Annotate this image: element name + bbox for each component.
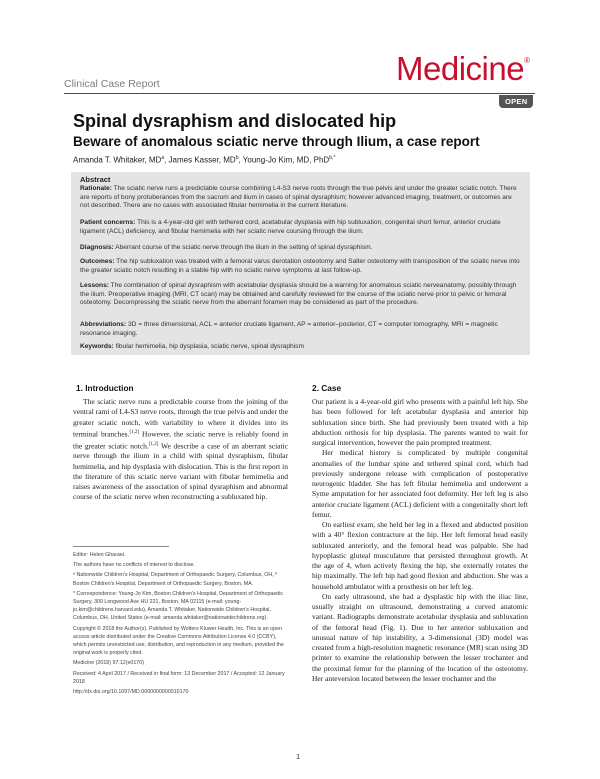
footnote-conflicts: The authors have no conflicts of interest to disclose. [73, 562, 195, 569]
diagnosis-text: Aberrant course of the sciatic nerve through the ilium in the setting of spinal dysraphism. [115, 244, 373, 251]
abstract-rationale [80, 185, 520, 211]
abstract-keywords [80, 343, 520, 352]
footnote-editor: Editor: Helen Gharaei. [73, 552, 126, 558]
case-paragraph-2: Her medical history is complicated by multiple congenital anomalies of the lumbar spine and tethered spinal cord, which had previously undergone release with complication of postoperative neurogenic bladder. She has left fibular hemimelia and underwent a Syme amputation for her associated foot deformity. Her left leg is also anterior cruciate ligament (ACL) deficient with a congenitally short left femur. [312, 448, 528, 519]
author-3-affiliation: b,* [329, 155, 336, 161]
concerns-label: Patient concerns: [80, 219, 136, 226]
case-body [312, 397, 528, 747]
section-label: Clinical Case Report [64, 78, 160, 90]
concerns-text: This is a 4-year-old girl with tethered cord, acetabular dysplasia with hip subluxation, congenital short femur, anterior cruciate ligament (ACL) deficiency, and fibular hemimelia with her sciatic nerve coursing through the ilium. [80, 219, 501, 235]
footnote-dates: Received: 4 April 2017 / Received in final form: 13 December 2017 / Accepted: 12 January 2018 [73, 670, 285, 685]
author-1-affiliation: a [161, 155, 165, 161]
footnote-rule [73, 546, 169, 547]
header-rule [64, 93, 535, 94]
page-number: 1 [296, 752, 301, 761]
abstract-patient-concerns [80, 219, 520, 236]
introduction-heading: 1. Introduction [76, 383, 134, 393]
abstract-heading: Abstract [80, 175, 111, 184]
footnote-affiliations: ᵃ Nationwide Children's Hospital, Department of Orthopaedic Surgery, Columbus, OH, ᵇ Boston Children's Hospital, Department of Orthopaedic Surgery, Boston, MA. [73, 572, 278, 587]
abstract-box [71, 172, 530, 355]
footnote-citation: Medicine (2018) 97:12(e0170) [73, 660, 144, 667]
journal-logo [396, 50, 529, 88]
author-list [73, 155, 335, 165]
intro-text-2: However, the sciatic nerve is reliably found in the greater sciatic notch. [73, 429, 288, 450]
lessons-text: The combination of spinal dysraphism with acetabular dysplasia should be a warning for anomalous sciatic nerveanatomy, possibly through the ilium. Preoperative imaging (MRI, CT scan) may be obtained and carefully reviewed for the course of the sciatic nerve prior to pelvic or femoral osteotomy. Decompressing the sciatic nerve from the aberrant foramen may be considered as part of the procedure. [80, 282, 517, 307]
footnote-copyright: Copyright © 2018 the Author(s). Published by Wolters Kluwer Health, Inc. This is an open access article distributed under the Creative Commons Attribution License 4.0 (CCBY), which permits unrestricted use, distribution, and reproduction in any medium, provided the original work is properly cited. [73, 625, 284, 657]
case-paragraph-3: On earliest exam, she held her leg in a flexed and abducted position with a 40° flexion contracture at the hip. Her left femoral head easily subluxated anteriorly, and the femoral head was palpable. She had hypoplastic gluteal musculature that persisted throughout growth. At the age of 4, when actively flexing the hip, she externally rotates the hip maximally. The left hip had good flexion and abduction. She was a household ambulator with a prosthesis on her left leg. [312, 520, 528, 591]
case-heading: 2. Case [312, 383, 342, 393]
abbreviations-label: Abbreviations: [80, 321, 127, 328]
article-subtitle: Beware of anomalous sciatic nerve through Ilium, a case report [73, 134, 480, 149]
citation-ref: [1,2] [148, 441, 159, 447]
author-1: Amanda T. Whitaker, MD [73, 155, 162, 165]
outcomes-text: The hip subluxation was treated with a femoral varus derotation osteotomy and Salter osteotomy with transposition of the sciatic nerve into the greater sciatic notch resulting in a stable hip with no sciatic nerve symptoms at last follow-up. [80, 258, 520, 274]
rationale-label: Rationale: [80, 185, 112, 192]
keywords-text: fibular hemimelia, hip dysplasia, sciatic nerve, spinal dysraphism [115, 343, 304, 350]
abstract-outcomes [80, 258, 520, 275]
case-paragraph-4: On early ultrasound, she had a dysplastic hip with the iliac line, usually straight on ultrasound, demonstrating a curved anatomic variant. Radiographs demonstrate acetabular dysplasia and subluxation of the femoral head (Fig. 1). Due to her anterior subluxation and unusual nature of hip instability, a 3-dimensional (3D) model was created from a high-resolution magnetic resonance (MR) scan using 3D printer to examine the relationship between the lesser trochanter and the proximal femur for the planning of the location of the osteotomy. Her anteversion located between the lesser trochanter and the [312, 591, 528, 683]
rationale-text: The sciatic nerve runs a predictable course combining L4-S3 nerve roots through the true pelvis and under the greater sciatic notch. There are reports of bony protuberances from the sacrum and ilium in cases of spinal dysraphism; however advanced imaging, treatment, or outcomes are not described. There are no cases with associated fibular hemimelia in the current literature. [80, 185, 517, 210]
outcomes-label: Outcomes: [80, 258, 115, 265]
intro-text-1: The sciatic nerve runs a predictable course from the joining of the ventral rami of L4-S3 nerve roots, through the true pelvis and under the greater sciatic notch, with variability to where it divides into its terminal branches. [73, 397, 288, 439]
journal-name: Medicine [396, 50, 525, 87]
abstract-diagnosis [80, 244, 520, 253]
author-2-affiliation: b [235, 155, 239, 161]
open-access-badge: OPEN [499, 95, 533, 108]
footnotes [73, 551, 289, 698]
diagnosis-label: Diagnosis: [80, 244, 114, 251]
citation-ref: [1,2] [129, 429, 140, 435]
case-paragraph-1: Our patient is a 4-year-old girl who presents with a painful left hip. She has been followed for left acetabular dysplasia and anterior hip subluxation since birth. She had previously been treated with a hip abduction orthosis for hip dysplasia. The parents wanted to wait for surgical intervention, however the pain prompted treatment. [312, 397, 528, 447]
intro-text-3: We describe a case of an aberrant sciatic nerve through the ilium in a child with spinal dysraphism, fibular hemimelia, and hip dysplasia with dislocation. This is the first report in the literature of this sciatic nerve variant with fibular hemimelia and raises awareness of the association of spinal dysraphism and abnormal course of the sciatic nerve when reconstructing a subluxated hip. [73, 441, 288, 502]
abstract-abbreviations [80, 321, 520, 338]
registered-mark: ® [524, 56, 530, 65]
author-3: , Young-Jo Kim, MD, PhD [238, 155, 330, 165]
introduction-paragraph [73, 397, 288, 503]
abbreviations-text: 3D = three dimensional, ACL = anterior cruciate ligament, AP = anterior–posterior, CT = computer tomography, MRI = magnetic resonance imaging. [80, 321, 498, 337]
keywords-label: Keywords: [80, 343, 114, 350]
lessons-label: Lessons: [80, 282, 109, 289]
article-title: Spinal dysraphism and dislocated hip [73, 111, 397, 131]
footnote-correspondence: * Correspondence: Young-Jo Kim, Boston Children's Hospital, Department of Orthopaedic Surgery, 300 Longwood Ave HU 221, Boston, MA 02115 (e-mail: young-jo.kim@childrens.harvard.edu), Amanda T. Whitaker, Nationwide Children's Hospital, Columbus, OH, United States (e-mail: amanda.whitaker@nationwidechildrens.org). [73, 590, 284, 622]
abstract-lessons [80, 282, 520, 308]
author-2: , James Kasser, MD [164, 155, 236, 165]
footnote-doi[interactable]: http://dx.doi.org/10.1097/MD.0000000000010170 [73, 689, 189, 696]
